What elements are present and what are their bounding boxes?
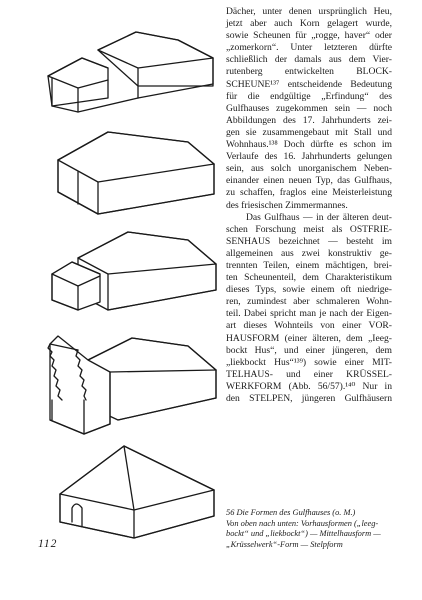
text-line: schen Forschung meist als OSTFRIE- <box>226 223 392 235</box>
text-line: WERKFORM (Abb. 56/57).¹⁴⁰ Nur in <box>226 380 392 392</box>
text-line: sein, aus solch unorganischem Neben- <box>226 163 392 175</box>
text-line: gen sie zusammengebaut mit Stall und <box>226 126 392 138</box>
figure-caption <box>226 508 406 550</box>
text-line: SENHAUS bezeichnet — besteht im <box>226 235 392 247</box>
text-line: einander einen neuen Typ, das Gulfhaus, <box>226 175 392 187</box>
paragraph-1 <box>226 6 392 212</box>
text-line: Wohnhaus.¹³⁸ Doch dürfte es schon im <box>226 139 392 151</box>
caption-line: „Krüsselwerk“-Form — Stelpform <box>226 539 343 549</box>
text-line: ten Scheunenteil, dem Charakteristikum <box>226 272 392 284</box>
text-line: ren, zumindest aber schmaleren Wohn- <box>226 296 392 308</box>
text-line: Das Gulfhaus — in der älteren deut- <box>246 211 392 223</box>
text-line: TELHAUS- und einer KRÜSSEL- <box>226 368 392 380</box>
text-line: Abbildungen des 17. Jahrhunderts zei- <box>226 114 392 126</box>
text-line: SCHEUNE¹³⁷ entscheidende Bedeutung <box>226 78 392 90</box>
text-line: allgemeinen aus zwei konstruktiv ge- <box>226 247 392 259</box>
text-line: jetzt aber auch Korn gelagert wurde, <box>226 18 392 30</box>
page-number: 112 <box>38 538 58 550</box>
text-line: für die endgültige „Erfindung“ des <box>226 90 392 102</box>
paragraph-2 <box>226 212 392 406</box>
text-line: des friesischen Zimmermannes. <box>226 199 348 211</box>
text-line: Gulfhauses zugekommen sein — noch <box>226 102 392 114</box>
text-line: teil. Dabei spricht man je nach der Eigen- <box>226 308 392 320</box>
house-drawing-kruesselwerkform <box>38 320 218 440</box>
caption-line: 56 Die Formen des Gulfhauses (o. M.) <box>226 508 356 517</box>
text-line: sowie Scheunen für „rogge, haver“ oder <box>226 30 392 42</box>
house-drawing-leegbockt <box>38 28 218 118</box>
house-drawing-mittelhausform <box>38 218 218 318</box>
gulfhaus-illustrations <box>38 28 218 528</box>
text-line: trennten Teilen, einem mächtigen, brei- <box>226 259 392 271</box>
text-line: schließlich der damals aus dem Vier- <box>226 54 392 66</box>
text-line: art dieses Wohnteils von einer VOR- <box>226 320 392 332</box>
caption-line: bockt“ und „liekbockt“) — Mittelhausform — <box>226 529 381 539</box>
text-line: bockt Hus“, und einer jüngeren, dem <box>226 344 392 356</box>
text-line: „zomerkorn“. Unter letzteren dürfte <box>226 42 392 54</box>
text-line: „liekbockt Hus“¹³⁹) sowie einer MIT- <box>226 356 392 368</box>
text-line: den STELPEN, jüngeren Gulfhäusern <box>226 393 392 404</box>
body-text <box>226 6 392 405</box>
text-line: Dächer, unter denen ursprünglich Heu, <box>226 6 392 17</box>
text-line: dieses Typs, sowie einem oft niedrige- <box>226 284 392 296</box>
text-line: zu schaffen, fraglos eine Meisterleistung <box>226 187 392 199</box>
text-line: rutenberg entwickelten BLOCK- <box>226 66 392 78</box>
house-drawing-stelpform <box>38 438 218 548</box>
house-drawing-liekbockt <box>38 120 218 220</box>
text-line: HAUSFORM (einer älteren, dem „Ieeg- <box>226 332 392 344</box>
caption-line: Von oben nach unten: Vorhausformen („leeg- <box>226 518 379 528</box>
text-line: Verlaufe des 16. Jahrhunderts gelungen <box>226 151 392 163</box>
